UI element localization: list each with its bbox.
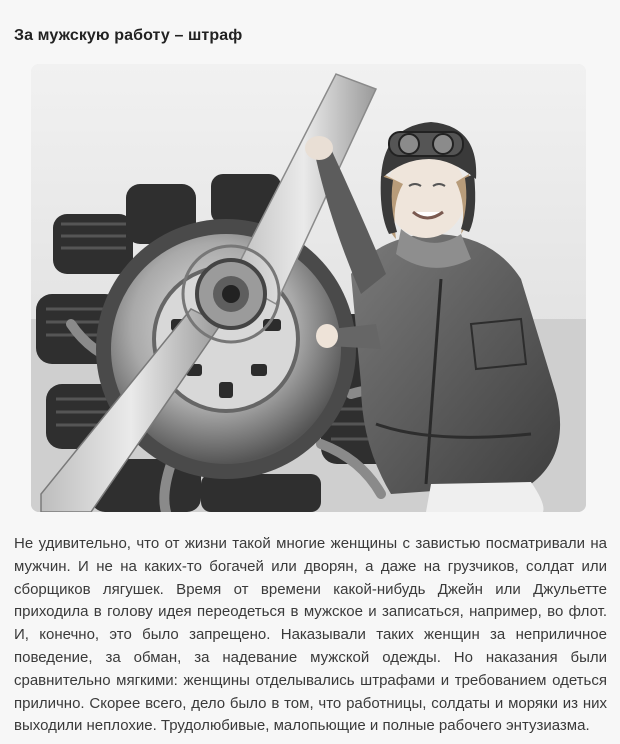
aviator-propeller-photo xyxy=(31,64,586,512)
article-photo xyxy=(31,64,586,512)
article-heading: За мужскую работу – штраф xyxy=(14,27,243,44)
article-paragraph: Не удивительно, что от жизни такой многие женщины с завистью посматривали на мужчин. И не на каких-то богачей или дворян, а даже на грузчиков, солдат или сборщиков лягушек. Время от времени какой-нибудь Джейн или Джульетте приходила в голову идея переодеться в мужское и записаться, например, во флот. И, конечно, это было запрещено. Наказывали таких женщин за неприличное поведение, за обман, за надевание мужской одежды. Но наказания были сравнительно мягкими: женщины отделывались штрафами и требованием одеться прилично. Скорее всего, дело было в том, что работницы, солдаты и моряки из них выходили неплохие. Трудолюбивые, малопьющие и полные рабочего энтузиазма. xyxy=(14,535,607,735)
